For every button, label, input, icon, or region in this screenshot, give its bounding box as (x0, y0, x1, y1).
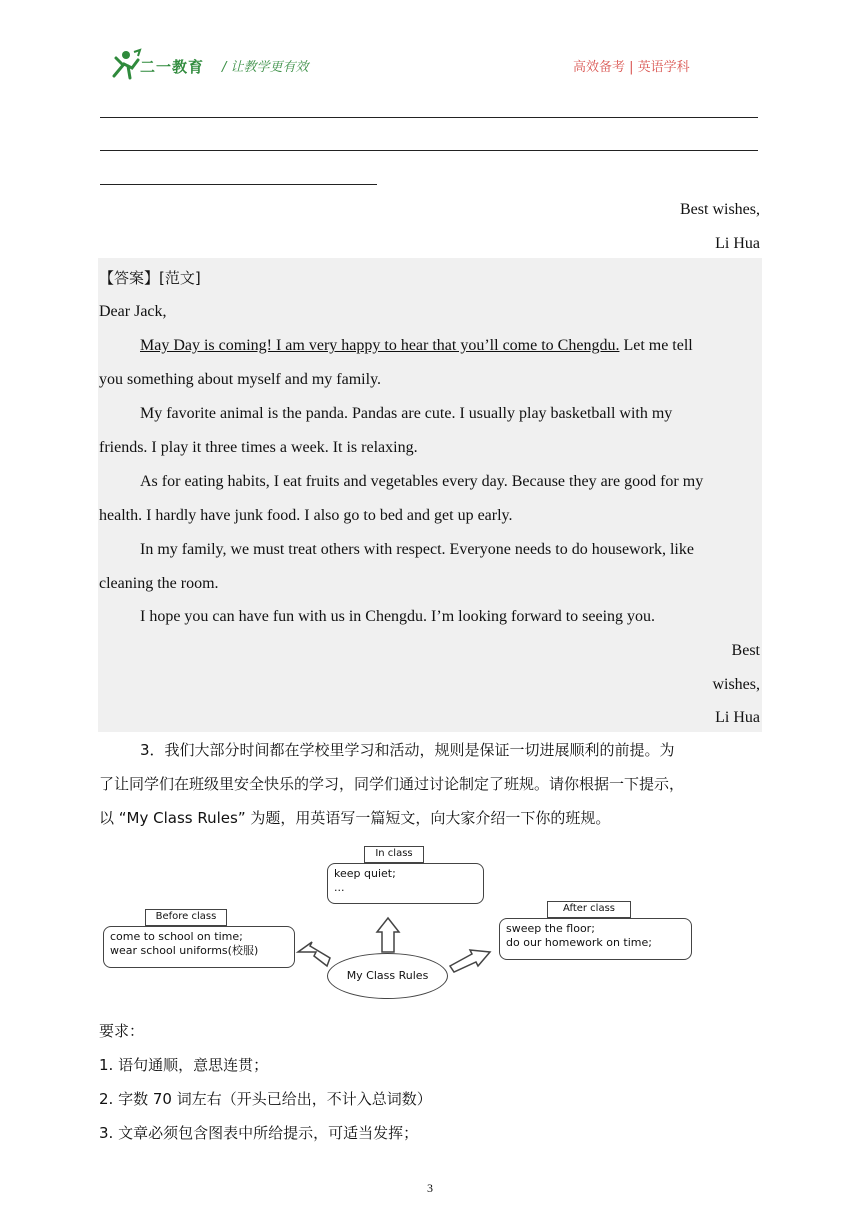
requirement-item: 2. 字数 70 词左右（开头已给出，不计入总词数） (99, 1090, 432, 1108)
underlined-sentence: May Day is coming! I am very happy to hear that you’ll come to Chengdu. (140, 337, 620, 354)
requirement-item: 3. 文章必须包含图表中所给提示，可适当发挥； (99, 1124, 419, 1142)
arrow-left-icon (298, 942, 330, 966)
answer-closing-name: Li Hua (715, 709, 760, 726)
answer-p3-line2: health. I hardly have junk food. I also go to bed and get up early. (99, 507, 513, 524)
p1-rest: Let me tell (619, 337, 693, 354)
diagram-arrows (98, 840, 698, 1005)
arrow-right-icon (450, 950, 490, 972)
answer-p4-line2: cleaning the room. (99, 575, 219, 592)
after-class-item: do our homework on time; (506, 936, 652, 949)
answer-p4-line1: In my family, we must treat others with respect. Everyone needs to do housework, like (140, 541, 694, 558)
header-subject: 高效备考 | 英语学科 (573, 60, 690, 75)
answer-closing-wishes: wishes, (712, 676, 760, 693)
closing-name: Li Hua (715, 235, 760, 252)
blank-line (100, 117, 758, 118)
answer-p1-line1 (140, 336, 693, 356)
in-class-item: keep quiet; (334, 867, 396, 880)
answer-section (98, 258, 762, 732)
after-class-title: After class (547, 901, 631, 918)
answer-p1-line2: you something about myself and my family. (99, 371, 382, 388)
after-class-item: sweep the floor; (506, 922, 595, 935)
answer-label (99, 268, 201, 289)
question3-line2: 了让同学们在班级里安全快乐的学习，同学们通过讨论制定了班规。请你根据一下提示， (99, 775, 685, 793)
closing-wishes: Best wishes, (680, 201, 760, 218)
answer-p2-line1: My favorite animal is the panda. Pandas are cute. I usually play basketball with my (140, 405, 673, 422)
class-rules-diagram (98, 840, 698, 1005)
in-class-title: In class (364, 846, 424, 863)
page-number: 3 (427, 1181, 433, 1195)
blank-line (100, 150, 758, 151)
answer-p5-line1: I hope you can have fun with us in Chengdu. I’m looking forward to seeing you. (140, 608, 656, 625)
answer-closing-best: Best (731, 642, 760, 659)
answer-label-text: 【答案】[范文] (99, 269, 201, 287)
question3-line1: 3．我们大部分时间都在学校里学习和活动，规则是保证一切进展顺利的前提。为 (140, 741, 675, 759)
requirements-title: 要求： (99, 1022, 145, 1040)
header-slogan: / 让教学更有效 (222, 60, 309, 75)
in-class-item: ... (334, 881, 345, 894)
before-class-item: come to school on time; (110, 930, 243, 943)
before-class-title: Before class (145, 909, 227, 926)
answer-p2-line2: friends. I play it three times a week. It is relaxing. (99, 439, 418, 456)
before-class-item: wear school uniforms(校服) (110, 944, 259, 957)
requirement-item: 1. 语句通顺，意思连贯； (99, 1056, 269, 1074)
arrow-up-icon (377, 918, 399, 952)
center-topic: My Class Rules (327, 953, 448, 999)
answer-p3-line1: As for eating habits, I eat fruits and vegetables every day. Because they are good for my (140, 473, 704, 490)
logo-text: 二一教育 (140, 58, 205, 76)
blank-line (100, 184, 377, 185)
question3-line3: 以 “My Class Rules” 为题，用英语写一篇短文，向大家介绍一下你的班规。 (99, 809, 611, 827)
answer-greeting: Dear Jack, (99, 303, 167, 320)
